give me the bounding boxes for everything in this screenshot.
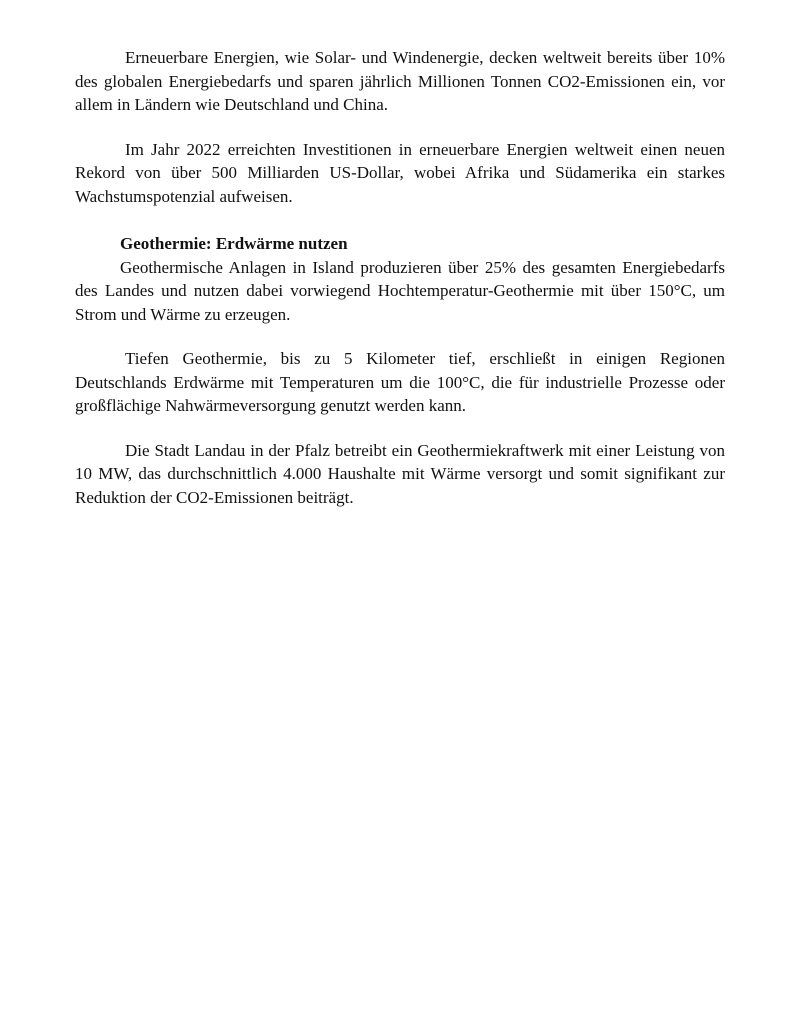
document-page (75, 46, 725, 530)
paragraph-landau-power-plant: Die Stadt Landau in der Pfalz betreibt ein Geothermiekraftwerk mit einer Leistung von 10 MW, das durchschnittlich 4.000 Haushalte mit Wärme versorgt und somit signifikant zur Reduktion der CO2-Emissionen beiträgt. (75, 440, 725, 507)
section-heading-geothermie: Geothermie: Erdwärme nutzen (120, 234, 348, 253)
paragraph-deep-geothermal-germany: Tiefen Geothermie, bis zu 5 Kilometer tief, erschließt in einigen Regionen Deutschlands Erdwärme mit Temperaturen um die 100°C, die für industrielle Prozesse oder großflächige Nahwärmeversorgung genutzt werden kann. (75, 349, 725, 415)
paragraph-investment-record: Im Jahr 2022 erreichten Investitionen in erneuerbare Energien weltweit einen neuen Rekord von über 500 Milliarden US-Dollar, wobei Afrika und Südamerika ein starkes Wachstumspotenzial aufweisen. (75, 139, 725, 206)
paragraph-renewables-share: Erneuerbare Energien, wie Solar- und Windenergie, decken weltweit bereits über 10% des globalen Energiebedarfs und sparen jährlich Millionen Tonnen CO2-Emissionen ein, vor allem in Ländern wie Deutschland und China. (75, 48, 725, 114)
paragraph-iceland-geothermal: Geothermische Anlagen in Island produzieren über 25% des gesamten Energiebedarfs des Landes und nutzen dabei vorwiegend Hochtemperatur-Geothermie mit über 150°C, um Strom und Wärme zu erzeugen. (75, 257, 725, 324)
